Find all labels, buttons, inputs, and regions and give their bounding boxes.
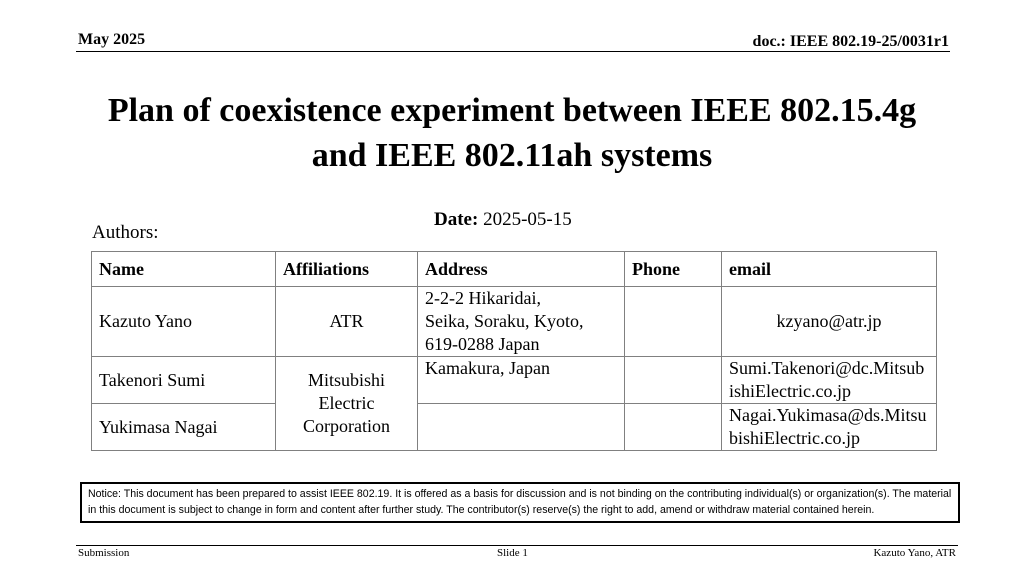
author-phone (625, 357, 722, 404)
header-email: email (722, 252, 937, 287)
author-phone (625, 287, 722, 357)
title-line-1: Plan of coexistence experiment between IEEE 802.15.4g (107, 92, 917, 129)
date-value: 2025-05-15 (483, 209, 572, 230)
table-row (92, 357, 937, 404)
authors-label: Authors: (92, 222, 159, 243)
affiliation-line: Corporation (303, 416, 390, 436)
header-doc-id: doc.: IEEE 802.19-25/0031r1 (752, 33, 949, 50)
table-row (92, 404, 937, 451)
title-line-2: and IEEE 802.11ah systems (311, 137, 713, 174)
header-name: Name (92, 252, 276, 287)
authors-table (91, 251, 937, 451)
author-address (418, 404, 625, 451)
table-header-row (92, 252, 937, 287)
address-line: Seika, Soraku, Kyoto, (425, 311, 584, 331)
author-email: Sumi.Takenori@dc.MitsubishiElectric.co.jp (722, 357, 937, 404)
affiliation-line: Mitsubishi (307, 370, 386, 390)
header-rule (76, 51, 950, 52)
address-line: 619-0288 Japan (425, 334, 540, 354)
slide-title (60, 88, 964, 178)
footer-slide-number: Slide 1 (497, 547, 528, 559)
header-date: May 2025 (78, 31, 146, 48)
author-name: Kazuto Yano (92, 287, 276, 357)
address-line: 2-2-2 Hikaridai, (425, 288, 541, 308)
notice-box: Notice: This document has been prepared to assist IEEE 802.19. It is offered as a basis for discussion and is not binding on the contributing individual(s) or organization(s). The material in this document is subject to change in form and content after further study. The contributor(s) reserve(s) the right to add, amend or withdraw material contained herein. (80, 482, 960, 523)
table-row (92, 287, 937, 357)
header-affiliations: Affiliations (276, 252, 418, 287)
author-affiliation (276, 357, 418, 451)
affiliation-line: Electric (318, 393, 375, 413)
date-label: Date: (434, 209, 479, 230)
author-email: kzyano@atr.jp (722, 287, 937, 357)
author-affiliation: ATR (276, 287, 418, 357)
author-address: Kamakura, Japan (418, 357, 625, 404)
header-address: Address (418, 252, 625, 287)
author-address (418, 287, 625, 357)
footer-submission: Submission (78, 547, 130, 559)
date-row (434, 209, 572, 231)
author-name: Yukimasa Nagai (92, 404, 276, 451)
author-phone (625, 404, 722, 451)
footer-author: Kazuto Yano, ATR (873, 547, 956, 559)
author-name: Takenori Sumi (92, 357, 276, 404)
header-phone: Phone (625, 252, 722, 287)
footer-rule (76, 545, 958, 546)
author-email: Nagai.Yukimasa@ds.MitsubishiElectric.co.jp (722, 404, 937, 451)
